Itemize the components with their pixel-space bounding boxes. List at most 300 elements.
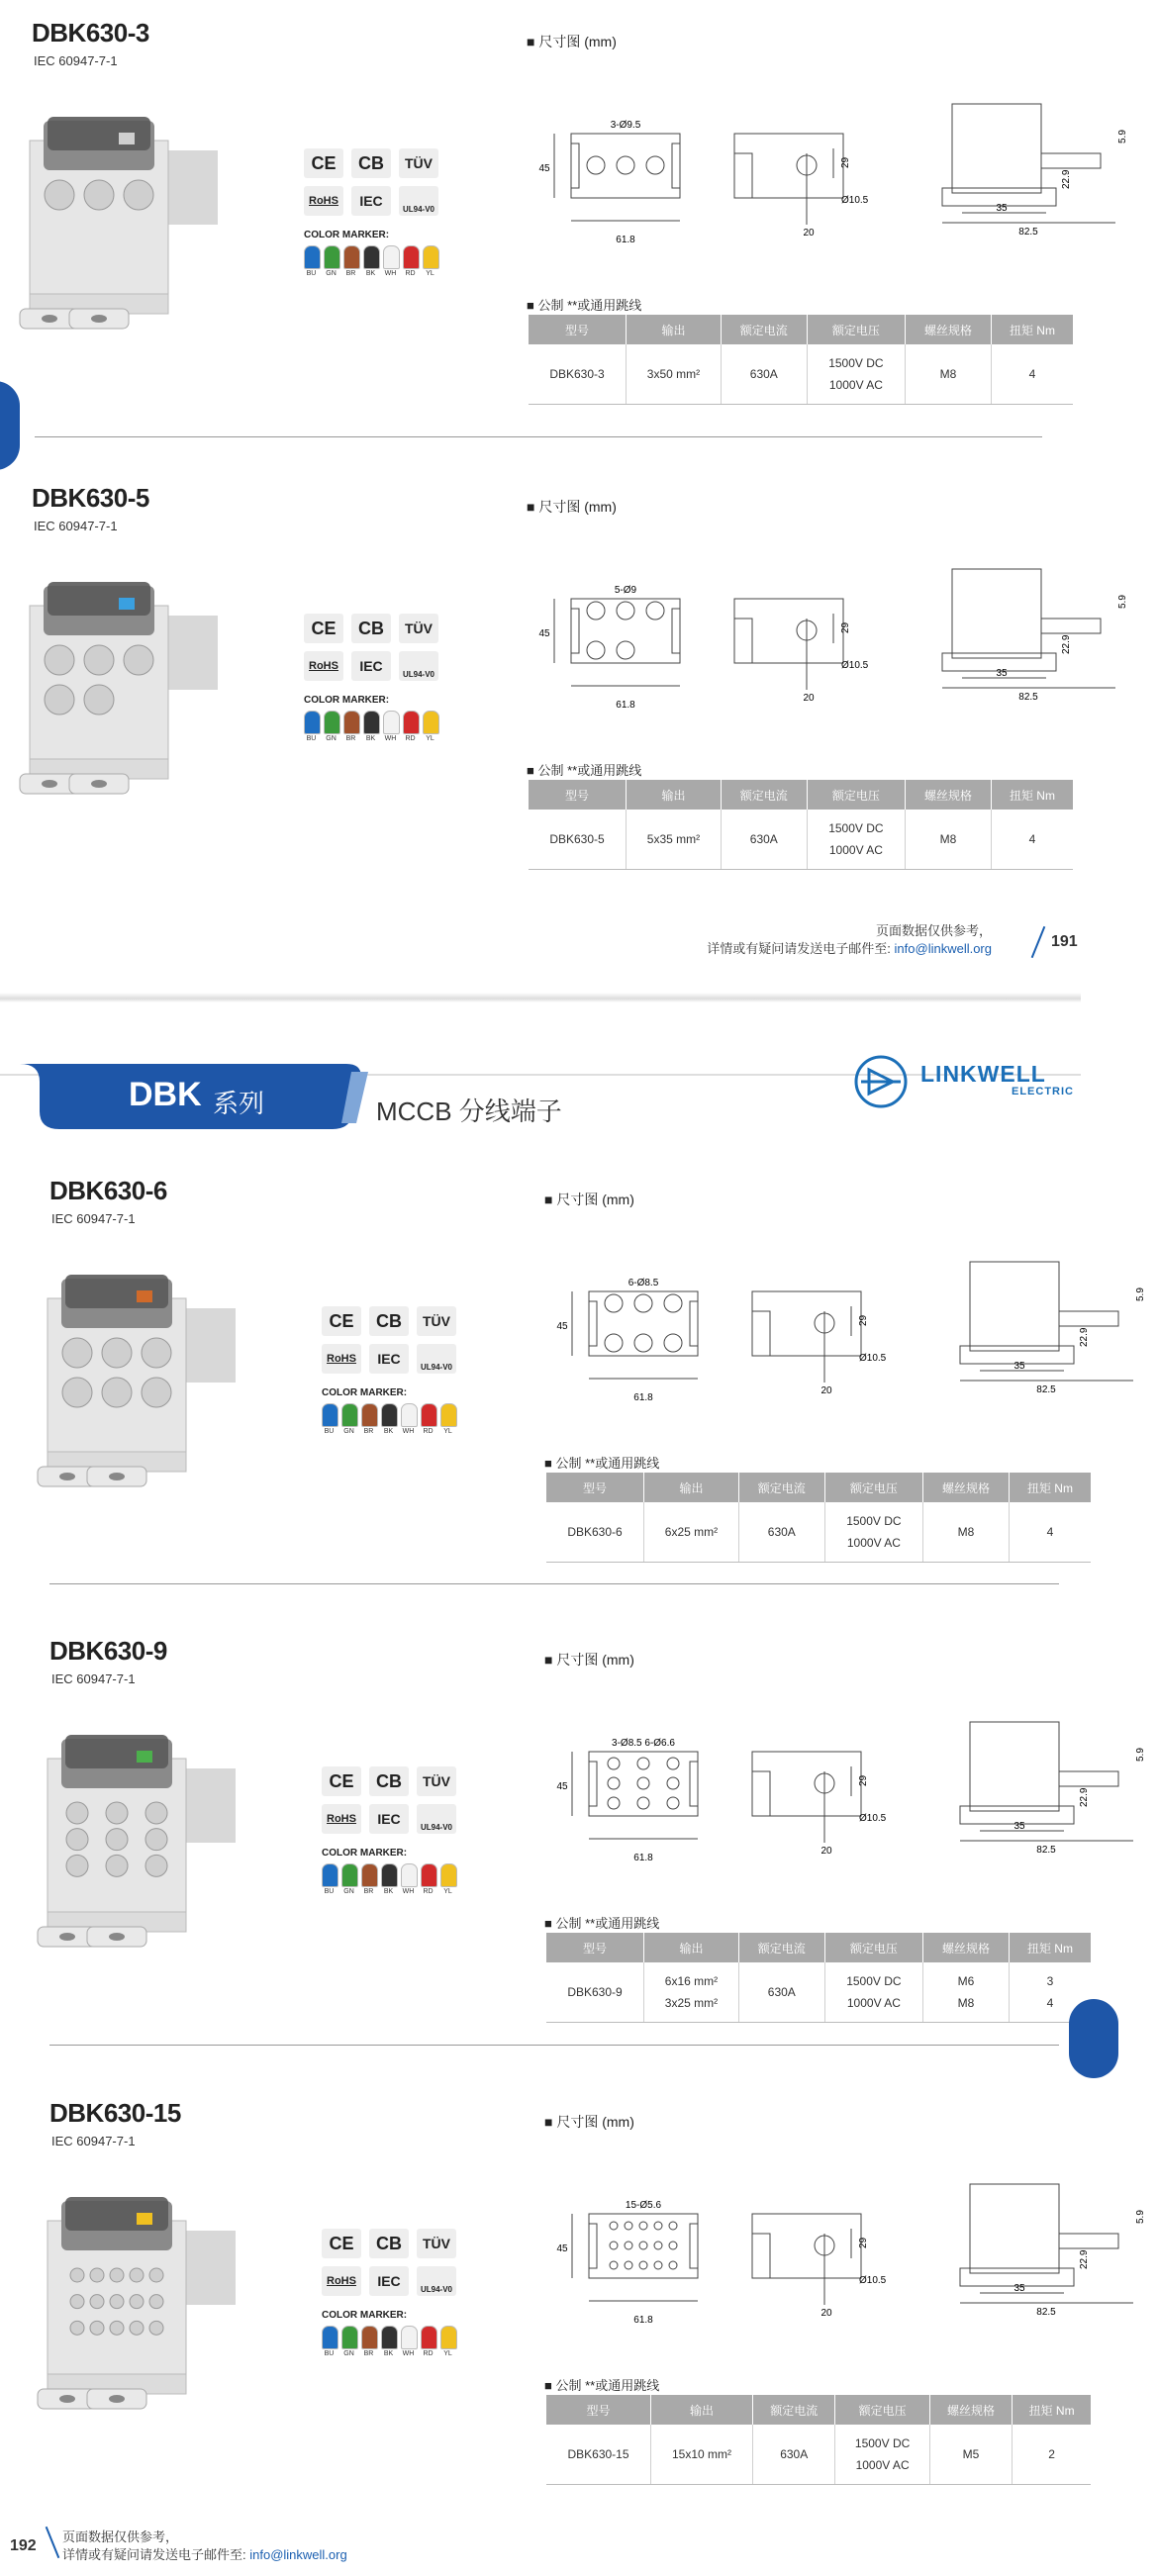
color-swatch-wh [401,1403,418,1427]
table-header-cell: 型号 [546,1473,644,1502]
table-row [529,344,1073,405]
table-cell-model: DBK630-15 [546,2425,651,2485]
svg-text:5.9: 5.9 [1117,130,1128,143]
footer [62,2528,347,2564]
color-swatch-wh [383,711,400,734]
color-marker-label: COLOR MARKER: [322,1848,408,1859]
color-swatch-bk [381,2326,398,2349]
table-cell-line: 4 [1028,832,1036,846]
table-cell-line: 5x35 mm² [646,832,701,846]
color-swatch-label: BR [345,270,356,277]
svg-text:82.5: 82.5 [1036,1384,1056,1395]
table-cell-screw [906,810,992,870]
table-row [546,1502,1091,1563]
table-header-cell: 输出 [644,1933,739,1962]
table-cell-model: DBK630-6 [546,1502,644,1563]
table-header-cell: 扭矩 Nm [991,780,1073,810]
svg-text:5.9: 5.9 [1135,1748,1146,1762]
top-view-drawing [960,2184,1146,2318]
color-swatch-label: YL [443,2350,452,2357]
dimension-drawings [544,2174,1158,2326]
dimension-drawings [527,94,1140,245]
svg-text:22.9: 22.9 [1079,1327,1090,1347]
table-cell-line: 1000V AC [846,1536,901,1550]
color-swatch-label: YL [443,1428,452,1435]
iec-mark-icon: IEC [351,186,391,216]
table-cell-screw [923,1502,1010,1563]
color-swatch-label: BU [306,735,317,742]
page-slash [1031,926,1046,958]
spec-table [529,315,1073,405]
tuv-mark-icon: TÜV [417,2229,456,2258]
iec-mark-icon: IEC [369,1804,409,1834]
svg-text:22.9: 22.9 [1061,634,1072,654]
table-header-cell: 额定电流 [721,315,807,344]
section-divider [35,436,1042,437]
color-swatch-label: WH [402,1428,415,1435]
table-header-cell: 螺丝规格 [906,780,992,810]
table-cell-output [627,810,722,870]
table-cell-line: 6x25 mm² [664,1525,719,1539]
color-swatch-rd [421,1863,437,1887]
side-view-drawing [752,1291,887,1396]
iec-mark-icon: IEC [369,1344,409,1374]
svg-text:22.9: 22.9 [1061,169,1072,189]
color-swatch-bu [304,711,321,734]
table-header-cell: 额定电压 [807,780,905,810]
table-header-row [546,1933,1091,1962]
color-swatch-label: YL [443,1888,452,1895]
cb-mark-icon: CB [351,614,391,643]
top-view-drawing [960,1262,1146,1395]
table-row [546,2425,1091,2485]
svg-text:29: 29 [858,1314,869,1326]
ul94-flame-icon: UL94-V0 [399,651,438,681]
color-swatch-yl [423,245,439,269]
color-swatch-bk [363,245,380,269]
product-image [38,1249,245,1496]
color-swatch-br [343,245,360,269]
svg-text:20: 20 [820,1385,832,1396]
svg-text:20: 20 [803,693,815,704]
table-cell-output [627,344,722,405]
table-cell-current: 630A [738,1962,824,2023]
table-cell-voltage [807,810,905,870]
svg-text:29: 29 [840,621,851,633]
cb-mark-icon: CB [369,1306,409,1336]
color-swatch-label: BR [345,735,356,742]
edge-tab [1069,1999,1118,2078]
product-section [49,1158,1146,1574]
color-swatch-bu [322,2326,338,2349]
svg-text:45: 45 [556,1321,568,1332]
email-link[interactable]: info@linkwell.org [894,941,992,956]
table-cell-model: DBK630-9 [546,1962,644,2023]
product-title: DBK630-3 [32,18,149,48]
spec-table [546,1933,1091,2023]
color-swatch-yl [440,2326,457,2349]
color-marker-swatches [322,1863,480,1903]
product-section [49,2080,1146,2496]
svg-text:3-Ø8.5 6-Ø6.6: 3-Ø8.5 6-Ø6.6 [612,1738,675,1749]
table-header-cell: 型号 [546,1933,644,1962]
top-view-drawing [942,569,1128,703]
table-cell-line: 1500V DC [828,356,884,370]
svg-text:29: 29 [840,156,851,168]
table-cell-torque [991,344,1073,405]
table-header-cell: 输出 [627,315,722,344]
color-swatch-br [343,711,360,734]
table-header-row [546,2395,1091,2425]
table-header-cell: 额定电压 [807,315,905,344]
svg-text:82.5: 82.5 [1018,227,1038,238]
svg-text:35: 35 [996,668,1008,679]
rohs-mark-icon: RoHS [322,2266,361,2296]
color-swatch-br [361,1863,378,1887]
brand-logo: LINKWELL [920,1061,1046,1087]
table-header-cell: 扭矩 Nm [1013,2395,1091,2425]
table-cell-line: 1500V DC [846,1514,902,1528]
section-divider [49,1583,1059,1584]
table-header-cell: 螺丝规格 [906,315,992,344]
svg-text:5.9: 5.9 [1117,595,1128,609]
table-header-cell: 额定电流 [738,1933,824,1962]
color-swatch-label: BU [324,1428,335,1435]
svg-text:6-Ø8.5: 6-Ø8.5 [627,1278,659,1288]
ul94-flame-icon: UL94-V0 [417,1804,456,1834]
svg-text:82.5: 82.5 [1018,692,1038,703]
ce-mark-icon: CE [322,1306,361,1336]
page-number: 192 [10,2537,37,2554]
svg-text:3-Ø9.5: 3-Ø9.5 [610,120,641,131]
table-cell-screw [923,1962,1010,2023]
table-header-cell: 额定电压 [824,1933,922,1962]
color-swatch-label: BR [363,2350,374,2357]
color-swatch-yl [440,1403,457,1427]
banner-subtitle: MCCB 分线端子 [376,1097,562,1126]
section-divider [49,2045,1059,2046]
table-header-cell: 额定电流 [721,780,807,810]
color-swatch-wh [401,2326,418,2349]
color-swatch-label: WH [384,270,397,277]
svg-text:35: 35 [1013,1821,1025,1832]
svg-text:Ø10.5: Ø10.5 [841,195,869,206]
certification-block [304,148,462,287]
color-swatch-label: BK [383,1428,394,1435]
side-view-drawing [734,134,869,239]
front-view-drawing [556,1738,698,1863]
spec-table [546,2395,1091,2485]
banner-dbk: DBK [129,1076,202,1113]
product-image [38,2171,245,2419]
cb-mark-icon: CB [369,2229,409,2258]
top-view-drawing [942,104,1128,238]
table-header-cell: 输出 [651,2395,753,2425]
table-header-cell: 额定电流 [738,1473,824,1502]
table-cell-line: 4 [1028,367,1036,381]
table-cell-line: M8 [957,1525,975,1539]
table-cell-current: 630A [721,810,807,870]
product-image [20,91,228,338]
color-swatch-label: RD [405,735,416,742]
front-view-drawing [538,120,680,245]
color-swatch-label: BK [383,2350,394,2357]
color-marker-swatches [322,2326,480,2365]
page-separator [0,993,1081,1002]
svg-text:61.8: 61.8 [616,700,635,711]
metric-note: ■ 公制 **或通用跳线 [544,1916,660,1931]
ce-mark-icon: CE [322,1766,361,1796]
table-cell-output [644,1502,739,1563]
svg-text:5.9: 5.9 [1135,1288,1146,1301]
product-title: DBK630-5 [32,483,149,513]
footer-line-1: 页面数据仅供参考， [62,2529,179,2544]
table-cell-screw [929,2425,1012,2485]
table-cell-voltage [807,344,905,405]
tuv-mark-icon: TÜV [399,148,438,178]
svg-text:20: 20 [820,2308,832,2319]
svg-text:Ø10.5: Ø10.5 [859,1353,887,1364]
color-swatch-label: BR [363,1888,374,1895]
table-header-cell: 型号 [546,2395,651,2425]
table-cell-line: 1000V AC [828,843,883,857]
table-cell-torque [991,810,1073,870]
color-swatch-label: WH [384,735,397,742]
table-cell-line: M5 [962,2447,980,2461]
table-cell-line: 3 [1046,1974,1054,1988]
svg-text:29: 29 [858,1774,869,1786]
rohs-mark-icon: RoHS [304,186,343,216]
product-section [32,465,1128,881]
svg-text:29: 29 [858,2237,869,2248]
table-cell-line: 1500V DC [846,1974,902,1988]
table-cell-voltage [824,1962,922,2023]
color-swatch-label: GN [326,270,337,277]
table-header-row [546,1473,1091,1502]
table-header-cell: 输出 [627,780,722,810]
footer-line-2: 详情或有疑问请发送电子邮件至: [707,941,895,956]
iec-mark-icon: IEC [351,651,391,681]
table-cell-line: 1000V AC [828,378,883,392]
table-cell-model: DBK630-3 [529,344,627,405]
table-header-cell: 螺丝规格 [923,1933,1010,1962]
svg-text:35: 35 [1013,2283,1025,2294]
color-swatch-gn [341,1403,358,1427]
color-swatch-gn [341,1863,358,1887]
product-title: DBK630-9 [49,1636,167,1666]
footer-line-1: 页面数据仅供参考， [875,923,992,938]
svg-text:22.9: 22.9 [1079,2249,1090,2269]
spec-table [529,780,1073,870]
table-header-cell: 型号 [529,780,627,810]
svg-text:61.8: 61.8 [633,1392,653,1403]
table-header-cell: 扭矩 Nm [1009,1933,1091,1962]
table-row [529,810,1073,870]
product-standard: IEC 60947-7-1 [51,1671,136,1686]
color-swatch-gn [324,245,340,269]
certification-block [322,2229,480,2367]
table-cell-line: M6 [957,1974,975,1988]
front-view-drawing [556,1278,698,1403]
svg-text:35: 35 [996,203,1008,214]
table-row [546,1962,1091,2023]
dimension-heading: ■ 尺寸图 (mm) [527,499,617,515]
svg-text:45: 45 [538,628,550,639]
email-link[interactable]: info@linkwell.org [249,2547,347,2562]
spec-table [546,1473,1091,1563]
dimension-heading: ■ 尺寸图 (mm) [544,1652,634,1668]
svg-text:61.8: 61.8 [616,235,635,245]
color-swatch-bu [322,1863,338,1887]
color-swatch-label: BK [383,1888,394,1895]
ce-mark-icon: CE [304,614,343,643]
color-swatch-wh [401,1863,418,1887]
table-cell-voltage [835,2425,929,2485]
svg-text:20: 20 [803,228,815,239]
table-cell-current: 630A [721,344,807,405]
metric-note: ■ 公制 **或通用跳线 [527,298,642,313]
color-swatch-label: GN [343,1428,354,1435]
svg-text:45: 45 [556,2243,568,2254]
svg-text:35: 35 [1013,1361,1025,1372]
edge-tab [0,381,20,470]
color-swatch-label: BU [324,1888,335,1895]
color-swatch-bk [363,711,380,734]
color-swatch-gn [324,711,340,734]
color-swatch-bu [322,1403,338,1427]
certification-block [304,614,462,752]
svg-text:61.8: 61.8 [633,2315,653,2326]
color-swatch-bk [381,1863,398,1887]
svg-text:Ø10.5: Ø10.5 [859,1813,887,1824]
color-swatch-label: BK [365,270,376,277]
color-swatch-label: YL [426,735,434,742]
dimension-heading: ■ 尺寸图 (mm) [544,2114,634,2130]
product-standard: IEC 60947-7-1 [51,1211,136,1226]
front-view-drawing [538,585,680,711]
top-view-drawing [960,1722,1146,1856]
color-swatch-label: GN [343,1888,354,1895]
color-swatch-label: WH [402,1888,415,1895]
table-cell-line: M8 [957,1996,975,2010]
table-header-cell: 螺丝规格 [929,2395,1012,2425]
product-title: DBK630-15 [49,2098,181,2128]
certification-block [322,1306,480,1445]
side-view-drawing [752,1752,887,1857]
color-swatch-gn [341,2326,358,2349]
table-header-cell: 螺丝规格 [923,1473,1010,1502]
table-header-cell: 扭矩 Nm [991,315,1073,344]
table-cell-output [651,2425,753,2485]
color-swatch-rd [421,1403,437,1427]
table-cell-torque [1013,2425,1091,2485]
table-cell-line: 3x50 mm² [646,367,701,381]
svg-text:5.9: 5.9 [1135,2210,1146,2224]
tuv-mark-icon: TÜV [399,614,438,643]
svg-text:20: 20 [820,1846,832,1857]
footer-line-2: 详情或有疑问请发送电子邮件至: [62,2547,250,2562]
svg-text:15-Ø5.6: 15-Ø5.6 [625,2200,662,2211]
color-swatch-label: RD [405,270,416,277]
table-cell-line: M8 [939,367,957,381]
svg-text:Ø10.5: Ø10.5 [841,660,869,671]
color-marker-label: COLOR MARKER: [304,230,390,240]
ce-mark-icon: CE [304,148,343,178]
ul94-flame-icon: UL94-V0 [417,2266,456,2296]
svg-text:82.5: 82.5 [1036,2307,1056,2318]
table-header-cell: 扭矩 Nm [1009,1473,1091,1502]
banner-series: 系列 [213,1089,265,1118]
table-cell-line: 1000V AC [855,2458,910,2472]
table-cell-current: 630A [753,2425,835,2485]
table-cell-line: 15x10 mm² [671,2447,732,2461]
color-marker-swatches [322,1403,480,1443]
dimension-drawings [527,559,1140,711]
color-marker-label: COLOR MARKER: [304,695,390,706]
dimension-heading: ■ 尺寸图 (mm) [527,34,617,49]
color-marker-label: COLOR MARKER: [322,1387,408,1398]
table-cell-line: 2 [1048,2447,1055,2461]
color-swatch-label: RD [423,1888,434,1895]
table-cell-line: 1000V AC [846,1996,901,2010]
footer [707,922,992,958]
metric-note: ■ 公制 **或通用跳线 [544,1456,660,1471]
color-swatch-bu [304,245,321,269]
table-cell-line: M8 [939,832,957,846]
color-swatch-br [361,2326,378,2349]
table-cell-line: 4 [1046,1996,1054,2010]
rohs-mark-icon: RoHS [304,651,343,681]
table-cell-line: 1500V DC [854,2436,911,2450]
table-header-cell: 额定电压 [824,1473,922,1502]
table-header-cell: 型号 [529,315,627,344]
product-section [32,0,1128,416]
tuv-mark-icon: TÜV [417,1766,456,1796]
color-swatch-label: GN [326,735,337,742]
product-standard: IEC 60947-7-1 [51,2134,136,2148]
table-header-row [529,780,1073,810]
tuv-mark-icon: TÜV [417,1306,456,1336]
color-swatch-label: BU [306,270,317,277]
table-cell-line: 1500V DC [828,821,884,835]
table-header-cell: 额定电流 [753,2395,835,2425]
table-header-cell: 额定电压 [835,2395,929,2425]
product-section [49,1618,1146,2034]
table-cell-voltage [824,1502,922,1563]
color-swatch-label: RD [423,1428,434,1435]
rohs-mark-icon: RoHS [322,1344,361,1374]
dimension-drawings [544,1712,1158,1863]
certification-block [322,1766,480,1905]
table-cell-line: 6x16 mm² [664,1974,719,1988]
color-marker-label: COLOR MARKER: [322,2310,408,2321]
svg-text:61.8: 61.8 [633,1853,653,1863]
metric-note: ■ 公制 **或通用跳线 [527,763,642,778]
color-swatch-bk [381,1403,398,1427]
table-header-row [529,315,1073,344]
color-swatch-yl [423,711,439,734]
dimension-drawings [544,1252,1158,1403]
color-swatch-label: WH [402,2350,415,2357]
rohs-mark-icon: RoHS [322,1804,361,1834]
color-swatch-br [361,1403,378,1427]
color-marker-swatches [304,711,462,750]
table-cell-model: DBK630-5 [529,810,627,870]
table-cell-current: 630A [738,1502,824,1563]
svg-text:82.5: 82.5 [1036,1845,1056,1856]
linkwell-logo-icon [851,1052,911,1111]
color-swatch-label: YL [426,270,434,277]
